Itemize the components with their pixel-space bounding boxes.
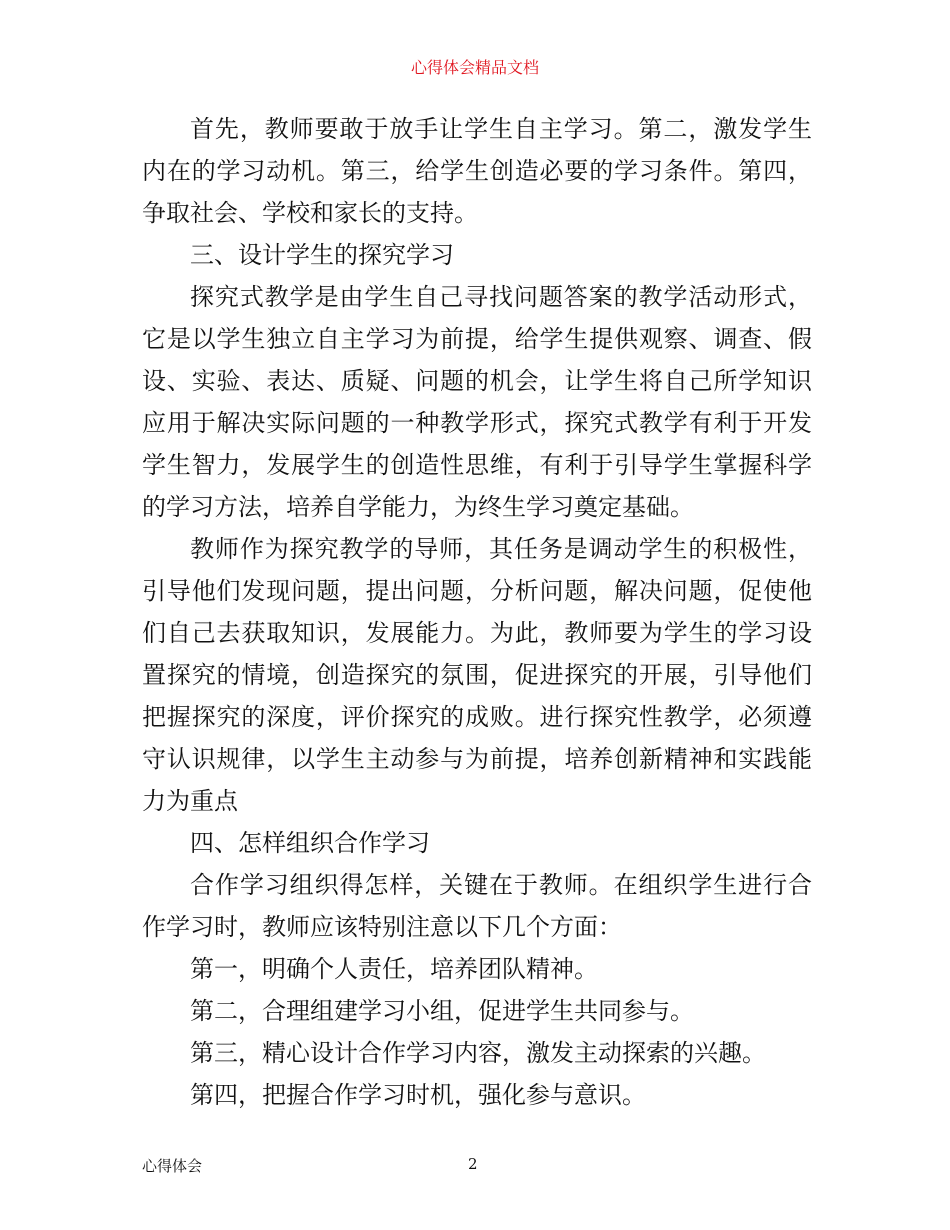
paragraph-teacher-role: 教师作为探究教学的导师，其任务是调动学生的积极性，引导他们发现问题，提出问题，分析问题，解决问题，促使他们自己去获取知识，发展能力。为此，教师要为学生的学习设置探究的情境，创造探究的氛围，促进探究的开展，引导他们把握探究的深度，评价探究的成败。进行探究性教学，必须遵守认识规律，以学生主动参与为前提，培养创新精神和实践能力为重点 [142, 535, 812, 815]
paragraph-cooperative-intro: 合作学习组织得怎样，关键在于教师。在组织学生进行合作学习时，教师应该特别注意以下几个方面： [142, 871, 812, 941]
paragraph-inquiry-definition: 探究式教学是由学生自己寻找问题答案的教学活动形式，它是以学生独立自主学习为前提，给学生提供观察、调查、假设、实验、表达、质疑、问题的机会，让学生将自己所学知识应用于解决实际问题的一种教学形式，探究式教学有利于开发学生智力，发展学生的创造性思维，有利于引导学生掌握科学的学习方法，培养自学能力，为终生学习奠定基础。 [142, 283, 812, 521]
paragraph-intro-steps: 首先，教师要敢于放手让学生自主学习。第二，激发学生内在的学习动机。第三，给学生创造必要的学习条件。第四，争取社会、学校和家长的支持。 [142, 115, 812, 227]
list-item-first: 第一，明确个人责任，培养团队精神。 [190, 955, 598, 983]
page-number: 2 [468, 1155, 478, 1173]
section-heading-3: 三、设计学生的探究学习 [190, 241, 454, 269]
page-header-title: 心得体会精品文档 [410, 58, 539, 77]
list-item-third: 第三，精心设计合作学习内容，激发主动探索的兴趣。 [190, 1039, 766, 1067]
section-heading-4: 四、怎样组织合作学习 [190, 829, 430, 857]
list-item-second: 第二，合理组建学习小组，促进学生共同参与。 [190, 997, 694, 1025]
list-item-fourth: 第四，把握合作学习时机，强化参与意识。 [190, 1081, 646, 1109]
document-body [142, 108, 812, 1116]
footer-label: 心得体会 [142, 1157, 203, 1175]
